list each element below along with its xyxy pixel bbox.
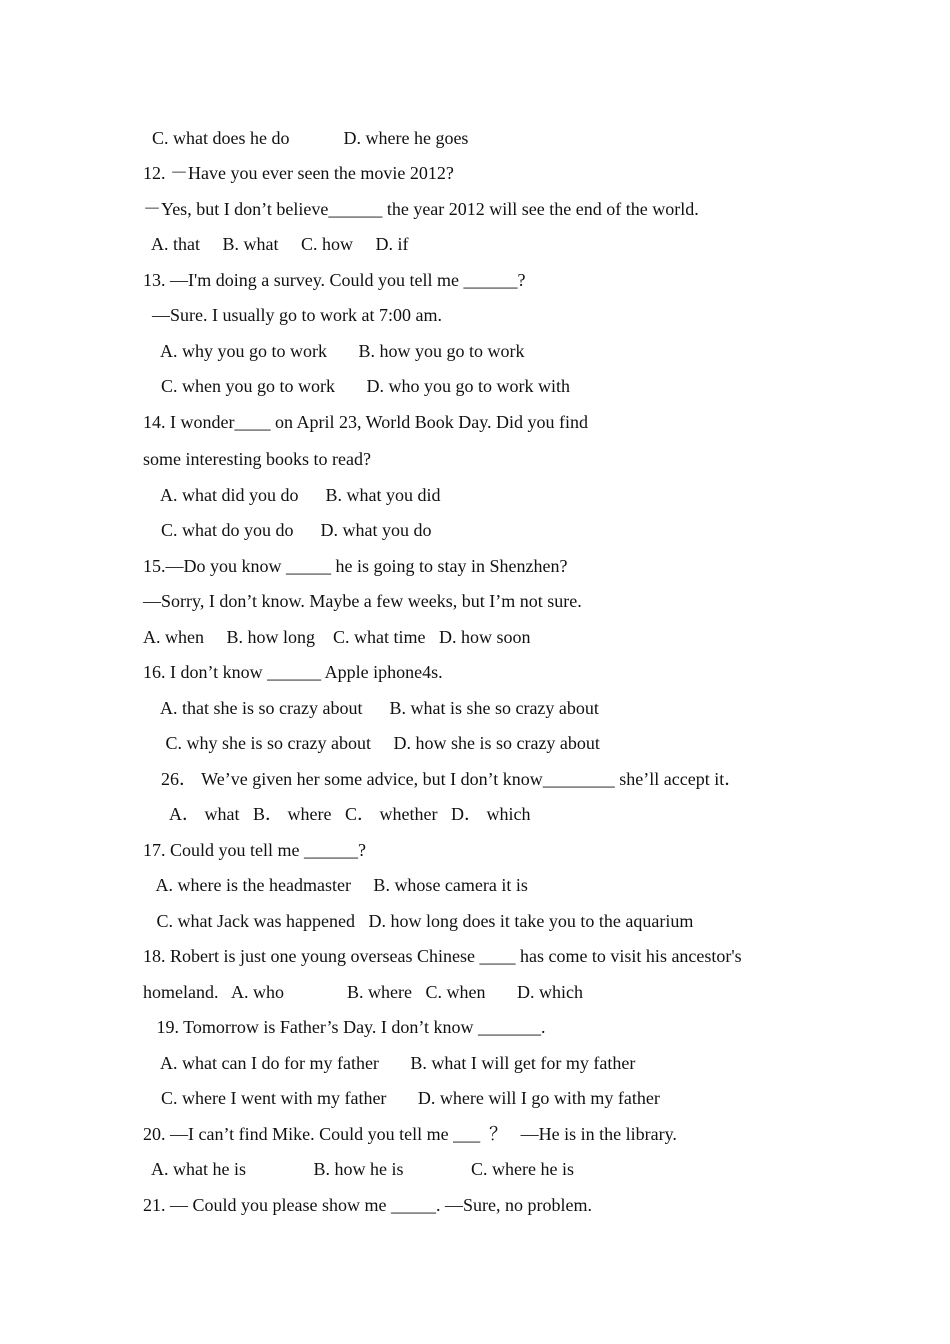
- question-21: 21. — Could you please show me _____. —Sure, no problem.: [143, 1195, 592, 1215]
- options-26: A． what B． where C． whether D． which: [143, 804, 531, 824]
- options-19a: A. what can I do for my father B. what I will get for my father: [143, 1053, 636, 1073]
- question-20: 20. —I can’t find Mike. Could you tell me ___ ？ —He is in the library.: [143, 1124, 677, 1144]
- options-16b: C. why she is so crazy about D. how she is so crazy about: [143, 733, 600, 753]
- question-17: 17. Could you tell me ______?: [143, 840, 366, 860]
- options-14b: C. what do you do D. what you do: [143, 520, 432, 540]
- option-line-11b: C. what does he do D. where he goes: [143, 128, 469, 148]
- options-16a: A. that she is so crazy about B. what is she so crazy about: [143, 698, 599, 718]
- question-16: 16. I don’t know ______ Apple iphone4s.: [143, 662, 443, 682]
- question-26: 26． We’ve given her some advice, but I don’t know________ she’ll accept it．: [143, 769, 743, 789]
- question-14: 14. I wonder____ on April 23, World Book Day. Did you find: [143, 412, 589, 432]
- question-13: 13. —I'm doing a survey. Could you tell me ______?: [143, 270, 526, 290]
- options-13a: A. why you go to work B. how you go to work: [143, 341, 525, 361]
- question-13-response: —Sure. I usually go to work at 7:00 am.: [143, 305, 442, 325]
- options-20: A. what he is B. how he is C. where he is: [143, 1159, 574, 1179]
- options-12: A. that B. what C. how D. if: [143, 234, 409, 254]
- question-12: 12. －Have you ever seen the movie 2012?: [143, 163, 454, 183]
- options-19b: C. where I went with my father D. where will I go with my father: [143, 1088, 660, 1108]
- question-19: 19. Tomorrow is Father’s Day. I don’t know _______.: [143, 1017, 546, 1037]
- options-15: A. when B. how long C. what time D. how soon: [143, 627, 531, 647]
- question-15: 15.—Do you know _____ he is going to stay in Shenzhen?: [143, 556, 568, 576]
- question-14-cont: some interesting books to read?: [143, 449, 371, 469]
- question-12-response: －Yes, but I don’t believe______ the year 2012 will see the end of the world.: [143, 199, 699, 219]
- options-17a: A. where is the headmaster B. whose camera it is: [143, 875, 528, 895]
- options-13b: C. when you go to work D. who you go to work with: [143, 376, 570, 396]
- options-14a: A. what did you do B. what you did: [143, 485, 441, 505]
- question-18-options: homeland. A. who B. where C. when D. which: [143, 982, 583, 1002]
- options-17b: C. what Jack was happened D. how long does it take you to the aquarium: [143, 911, 694, 931]
- question-15-response: —Sorry, I don’t know. Maybe a few weeks, but I’m not sure.: [143, 591, 582, 611]
- question-18: 18. Robert is just one young overseas Chinese ____ has come to visit his ancestor's: [143, 946, 742, 966]
